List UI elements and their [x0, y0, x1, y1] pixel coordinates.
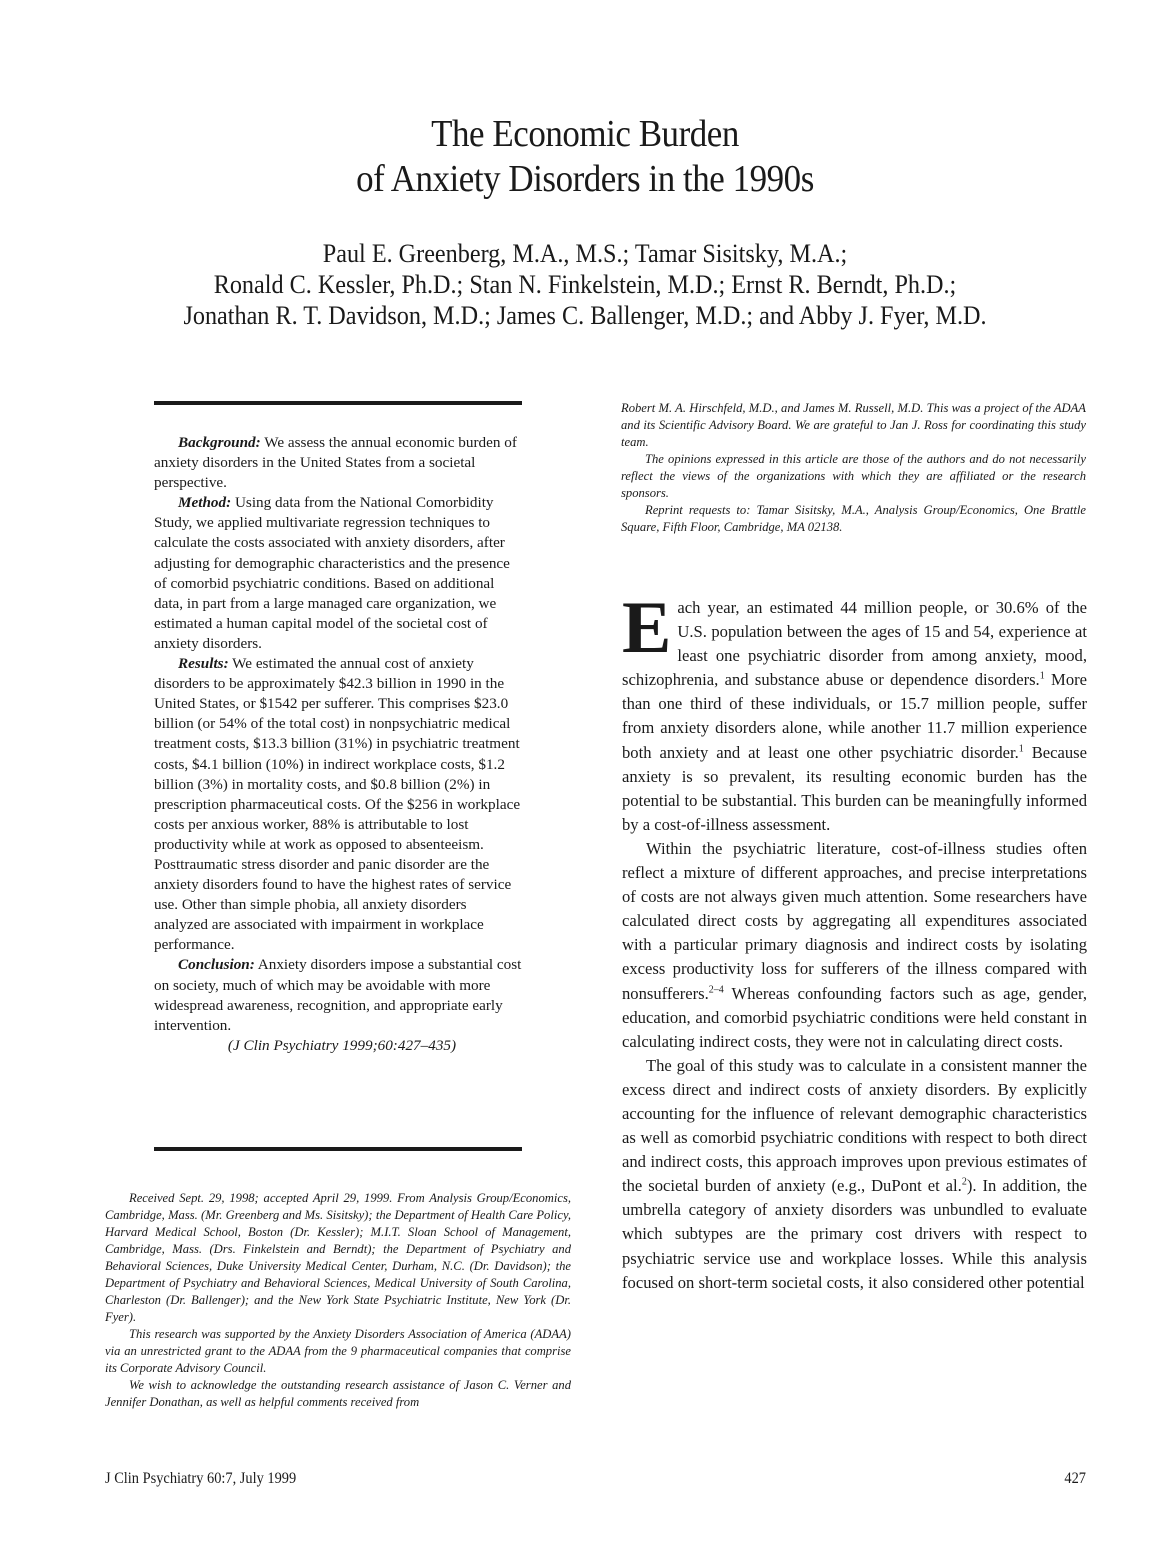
title-line-2: of Anxiety Disorders in the 1990s: [356, 158, 814, 200]
p1-text-b: More than one third of these individuals, or 15.7 million people, suffer from anxiety disorders alone, while another 11.7 million experience both anxiety and at least one other psychiatric disorder.: [622, 670, 1088, 762]
results-text: We estimated the annual cost of anxiety disorders to be approximately $42.3 billion in 1990 in the United States, or $1542 per sufferer. This comprises $23.0 billion (or 54% of the total cost) in nonpsychiatric medical treatment costs, $13.3 billion (31%) in psychiatric treatment costs, $4.1 billion (10%) in indirect workplace costs, $1.2 billion (3%) in mortality costs, and $0.8 billion (2%) in prescription pharmaceutical costs. Of the $256 in workplace costs per anxious worker, 88% is attributable to lost productivity while at work as opposed to absenteeism. Posttraumatic stress disorder and panic disorder are the anxiety disorders found to have the highest rates of service use. Other than simple phobia, all anxiety disorders analyzed are associated with impairment in workplace performance.: [154, 655, 521, 954]
background-text: We assess the annual economic burden of anxiety disorders in the United States from a societal perspective.: [154, 434, 517, 492]
p3-text-b: ). In addition, the umbrella category of anxiety disorders was unbundled to evaluate which subtypes are the primary cost drivers with respect to psychiatric service use and workplace losses. While this analysis focused on short-term societal costs, it also considered other potential: [622, 1176, 1087, 1292]
footnote-acknowledge: We wish to acknowledge the outstanding research assistance of Jason C. Verner and Jennifer Donathan, as well as helpful comments received from: [105, 1378, 571, 1409]
body-paragraph-3: [622, 1054, 1087, 1295]
footnote-continued: Robert M. A. Hirschfeld, M.D., and James M. Russell, M.D. This was a project of the ADAA and its Scientific Advisory Board. We are grateful to Jan J. Ross for coordinating this study team.: [621, 401, 1086, 449]
abstract-conclusion: [154, 955, 522, 1035]
p3-text-a: The goal of this study was to calculate in a consistent manner the excess direct and indirect costs of anxiety disorders. By explicitly accounting for the influence of relevant demographic characteristics as well as comorbid psychiatric conditions with respect to both direct and indirect costs, this approach improves upon previous estimates of the societal burden of anxiety (e.g., DuPont et al.: [622, 1055, 1087, 1196]
reference-1: 1: [1039, 670, 1045, 682]
page-number: 427: [1064, 1470, 1086, 1487]
drop-cap: E: [622, 587, 672, 669]
p1-text-c: Because anxiety is so prevalent, its resulting economic burden has the potential to be substantial. This burden can be meaningfully informed by a cost-of-illness assessment.: [622, 742, 1087, 834]
reference-2-4: 2–4: [708, 983, 724, 995]
reference-2: 2: [961, 1176, 967, 1188]
reference-1b: 1: [1018, 743, 1024, 755]
authors-line-3: Jonathan R. T. Davidson, M.D.; James C. Ballenger, M.D.; and Abby J. Fyer, M.D.: [183, 301, 987, 330]
abstract-top-rule: [154, 401, 522, 405]
authors-line-2: Ronald C. Kessler, Ph.D.; Stan N. Finkelstein, M.D.; Ernst R. Berndt, Ph.D.;: [213, 270, 957, 299]
journal-footer: J Clin Psychiatry 60:7, July 1999: [105, 1470, 297, 1487]
abstract-results: [154, 654, 522, 955]
method-label: Method:: [178, 494, 232, 512]
author-list: [41, 238, 1129, 331]
p2-text-b: Whereas confounding factors such as age, gender, education, and comorbid psychiatric conditions were held constant in calculating indirect costs, they were not in calculating direct costs.: [622, 983, 1087, 1051]
abstract-citation: (J Clin Psychiatry 1999;60:427–435): [227, 1036, 457, 1054]
conclusion-label: Conclusion:: [178, 956, 255, 974]
footnote-received: Received Sept. 29, 1998; accepted April 29, 1999. From Analysis Group/Economics, Cambridge, Mass. (Mr. Greenberg and Ms. Sisitsky); the Department of Health Care Policy, Harvard Medical School, Boston (Dr. Kessler); M.I.T. Sloan School of Management, Cambridge, Mass. (Drs. Finkelstein and Berndt); the Department of Psychiatry and Behavioral Sciences, Duke University Medical Center, Durham, N.C. (Dr. Davidson); the Department of Psychiatry and Behavioral Sciences, Medical University of South Carolina, Charleston (Dr. Ballenger); and the New York State Psychiatric Institute, New York (Dr. Fyer).: [105, 1191, 571, 1324]
footnote-support: This research was supported by the Anxiety Disorders Association of America (ADAA) via an unrestricted grant to the ADAA from the 9 pharmaceutical companies that comprise its Corporate Advisory Council.: [105, 1327, 571, 1375]
method-text: Using data from the National Comorbidity Study, we applied multivariate regression techniques to calculate the costs associated with anxiety disorders, after adjusting for demographic characteristics and the presence of comorbid psychiatric conditions. Based on additional data, in part from a large managed care organization, we estimated a human capital model of the societal cost of anxiety disorders.: [154, 494, 510, 652]
p1-text-a: ach year, an estimated 44 million people, or 30.6% of the U.S. population between the ages of 15 and 54, experience at least one psychiatric disorder from among anxiety, mood, schizophrenia, and substance abuse or dependence disorders.: [622, 598, 1087, 690]
footnote-reprint: Reprint requests to: Tamar Sisitsky, M.A., Analysis Group/Economics, One Brattle Square, Fifth Floor, Cambridge, MA 02138.: [621, 503, 1086, 534]
footnote-opinions: The opinions expressed in this article are those of the authors and do not necessarily reflect the views of the organizations with which they are affiliated or the research sponsors.: [621, 452, 1086, 500]
p2-text-a: Within the psychiatric literature, cost-of-illness studies often reflect a mixture of different approaches, and precise interpretations of costs are not always given much attention. Some researchers have calculated direct costs by aggregating all expenditures associated with a particular primary diagnosis and indirect costs by isolating excess productivity loss for sufferers of the illness compared with nonsufferers.: [622, 838, 1087, 1003]
article-title: [47, 112, 1123, 202]
body-paragraph-1: [622, 587, 1088, 837]
authors-line-1: Paul E. Greenberg, M.A., M.S.; Tamar Sisitsky, M.A.;: [322, 239, 848, 268]
body-text: [622, 587, 1088, 1295]
abstract: [154, 433, 522, 1056]
conclusion-text: Anxiety disorders impose a substantial cost on society, much of which may be avoidable with more widespread awareness, recognition, and appropriate early intervention.: [154, 956, 522, 1034]
abstract-bottom-rule: [154, 1147, 522, 1151]
abstract-method: [154, 493, 522, 654]
body-paragraph-2: [622, 837, 1087, 1054]
background-label: Background:: [178, 434, 261, 451]
footnotes-right: [621, 400, 1086, 536]
abstract-background: [154, 433, 522, 493]
footnotes-left: [105, 1190, 571, 1411]
results-label: Results:: [178, 655, 229, 673]
title-line-1: The Economic Burden: [431, 113, 739, 155]
